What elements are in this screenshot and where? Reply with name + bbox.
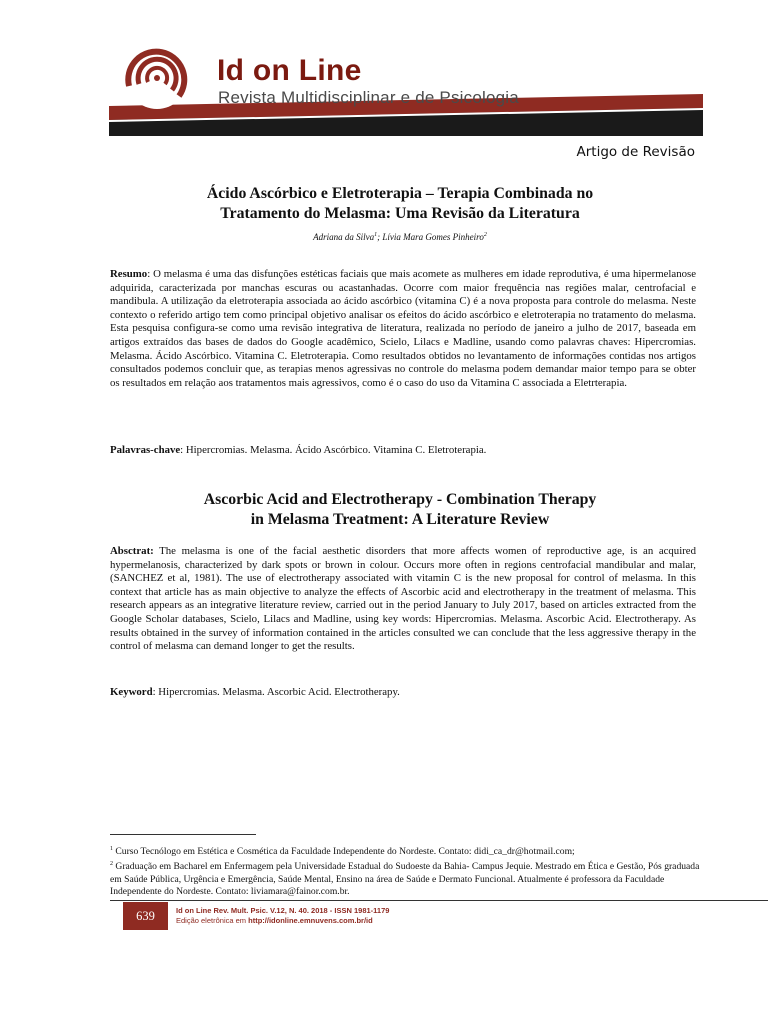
footer-divider bbox=[110, 900, 768, 901]
author-2: Lívia Mara Gomes Pinheiro bbox=[382, 232, 484, 242]
journal-title: Id on Line bbox=[217, 54, 362, 87]
page-number: 639 bbox=[123, 902, 168, 930]
footnote-1 bbox=[110, 843, 700, 858]
article-title-en bbox=[100, 490, 700, 530]
footer-citation bbox=[176, 906, 389, 926]
palavras-chave-paragraph bbox=[110, 444, 696, 458]
abstract-text: The melasma is one of the facial aesthetic disorders that more affects women of reproductive age, is an acquired hypermelanosis, characterized by dark spots or brown in colour. Occurs more often in regions centrofacial mandibular and malar, (SANCHEZ et al, 1981). The use of electrotherapy associated with vitamin C is the new proposal for control of melasma. In this context that article has as main objective to analyze the effects of Ascorbic acid and electrotherapy in the treatment of melasma. This research appears as an integrative literature review, carried out in the period January to July 2017, based on articles extracted from the Google Scholar databases, Scielo, Lilacs and Madline, using key words: Hipercromias. Melasma. Ascorbic Acid. Electrotherapy. As results obtained in the survey of information contained in the articles consulted we can conclude that the less aggressive therapy in the control of melasma can demand longer to get the results. bbox=[110, 545, 696, 653]
footer-edition-line bbox=[176, 916, 389, 926]
article-title-pt bbox=[100, 184, 700, 224]
palavras-chave-label: Palavras-chave bbox=[110, 444, 181, 456]
title-en-line2: in Melasma Treatment: A Literature Review bbox=[250, 511, 550, 528]
footnote-1-marker: 1 bbox=[110, 846, 113, 852]
keyword-text: : Hipercromias. Melasma. Ascorbic Acid. Electrotherapy. bbox=[152, 686, 400, 698]
footnote-2-text: Graduação em Bacharel em Enfermagem pela Universidade Estadual do Sudoeste da Bahia- Campus Jequie. Mestrado em Ética e Gestão, Pós graduada em Saúde Pública, Urgência e Emergência, Saúde Mental, Ensino na área de Saúde e Dermato Funcional. Atualmente é professora da Faculdade Independente do Nordeste. Contato: liviamara@fainor.com.br. bbox=[110, 861, 700, 898]
abstract-paragraph bbox=[110, 545, 696, 654]
footer-edition-link[interactable]: http://idonline.emnuvens.com.br/id bbox=[248, 916, 373, 925]
keyword-label: Keyword bbox=[110, 686, 153, 698]
footnote-divider bbox=[110, 834, 256, 835]
footnote-2-marker: 2 bbox=[110, 861, 113, 868]
resumo-label: Resumo bbox=[110, 268, 148, 280]
author-1-footnote-ref[interactable]: 1 bbox=[374, 232, 378, 238]
spiral-logo-icon bbox=[126, 48, 188, 109]
article-type-label: Artigo de Revisão bbox=[576, 144, 695, 160]
author-separator: ; bbox=[377, 232, 383, 242]
footer-edition-prefix: Edição eletrônica em bbox=[176, 916, 249, 925]
journal-subtitle: Revista Multidisciplinar e de Psicologia bbox=[218, 88, 519, 107]
journal-banner bbox=[109, 48, 703, 136]
title-en-line1: Ascorbic Acid and Electrotherapy - Combination Therapy bbox=[203, 491, 597, 508]
footnote-2 bbox=[110, 858, 700, 898]
palavras-chave-text: : Hipercromias. Melasma. Ácido Ascórbico. Vitamina C. Eletroterapia. bbox=[180, 444, 487, 456]
author-2-footnote-ref[interactable]: 2 bbox=[483, 232, 487, 238]
authors-line bbox=[100, 232, 700, 242]
title-pt-line1: Ácido Ascórbico e Eletroterapia – Terapia Combinada no bbox=[206, 185, 594, 202]
resumo-text: : O melasma é uma das disfunções estéticas faciais que mais acomete as mulheres em idade reprodutiva, é uma hipermelanose adquirida, caracterizada por manchas escuras ou acastanhadas. Ocorre com maior frequência nas regiões malar, centrofacial e mandibula. A utilização da eletroterapia associada ao ácido ascórbico (vitamina C) é a nova proposta para controle do melasma. Neste contexto o referido artigo tem como principal objetivo analisar os efeitos do ácido ascórbico e eletroterapia no tratamento do melasma. Esta pesquisa configura-se como uma revisão integrativa de literatura, realizada no período de janeiro a julho de 2017, baseada em artigos extraídos das bases de dados do Google acadêmico, Scielo, Lilacs e Madline, usando como palavras chaves: Hipercromias. Melasma. Ácido Ascórbico. Vitamina C. Eletroterapia. Como resultados obtidos no levantamento de informações contidas nos artigos consultados podemos concluir que, as terapias menos agressivas no controle do melasma podem demandar maior tempo para se obter os resultados em relação aos tratamentos mais agressivos, como é o caso do uso da Vitamina C associada a Eletrterapia. bbox=[110, 268, 696, 389]
title-pt-line2: Tratamento do Melasma: Uma Revisão da Literatura bbox=[220, 205, 580, 222]
footnotes bbox=[110, 843, 700, 899]
author-1: Adriana da Silva bbox=[313, 232, 375, 242]
resumo-paragraph bbox=[110, 268, 696, 390]
keyword-paragraph bbox=[110, 686, 696, 700]
footnote-1-text: Curso Tecnólogo em Estética e Cosmética da Faculdade Independente do Nordeste. Contato: didi_ca_dr@hotmail.com; bbox=[113, 846, 575, 858]
footer-journal-line: Id on Line Rev. Mult. Psic. V.12, N. 40. 2018 - ISSN 1981-1179 bbox=[176, 906, 390, 915]
abstract-label: Absctrat: bbox=[110, 545, 154, 557]
